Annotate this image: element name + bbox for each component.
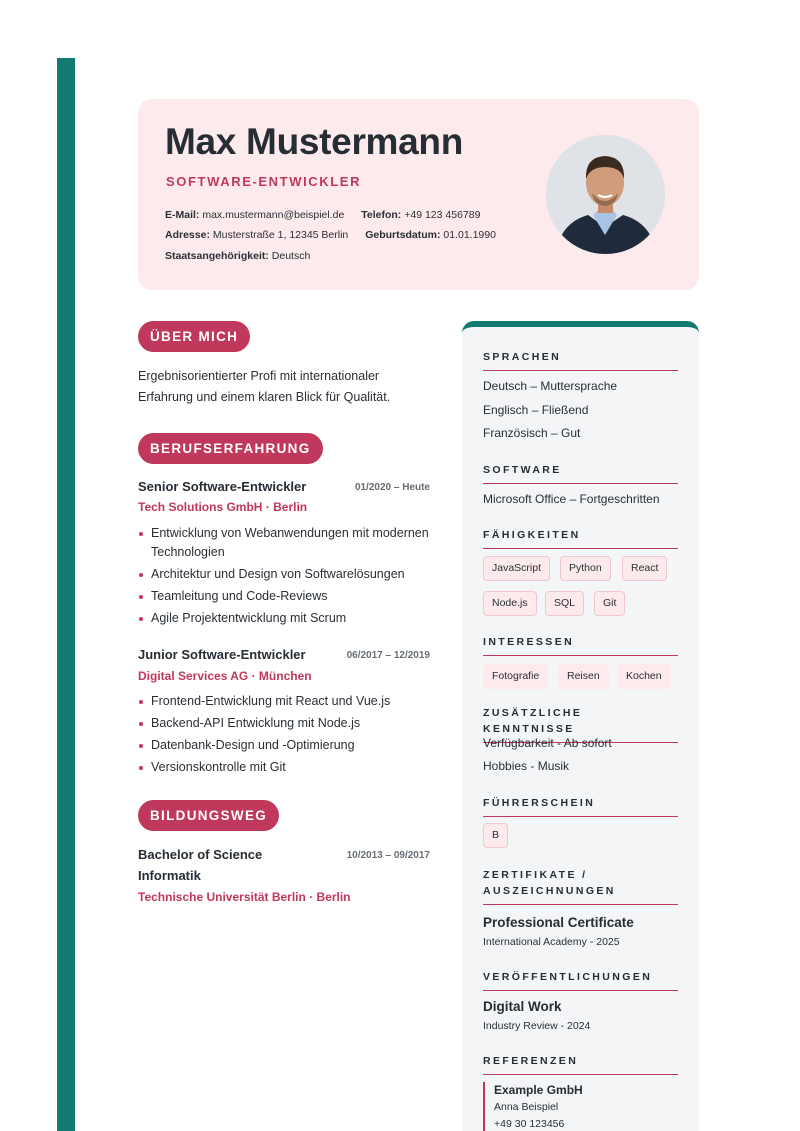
extra-item: Verfügbarkeit - Ab sofort [483,736,612,750]
skill-tag: JavaScript [483,556,550,581]
interest-tag: Fotografie [483,664,548,689]
education-school: Technische Universität Berlin · Berlin [138,890,351,904]
interest-tag: Reisen [558,664,609,689]
birth-label: Geburtsdatum: [365,229,441,241]
nationality-label: Staatsangehörigkeit: [165,250,269,262]
education-heading: BILDUNGSWEG [138,800,279,831]
languages-heading: SPRACHEN [483,349,678,371]
interests-heading: INTERESSEN [483,634,678,656]
job-bullet: Versionskontrolle mit Git [138,758,438,777]
publication-title: Digital Work [483,999,562,1014]
about-line: Ergebnisorientierter Profi mit internationaler [138,369,380,383]
language-item: Deutsch – Muttersprache [483,379,618,393]
degree-subject: Informatik [138,868,201,883]
job-title: Senior Software-Entwickler [138,479,307,494]
job-bullet: Frontend-Entwicklung mit React und Vue.js [138,692,438,711]
sidebar [462,321,699,1131]
person-name: Max Mustermann [165,121,464,162]
job-bullet: Datenbank-Design und -Optimierung [138,736,438,755]
degree-title: Bachelor of Science [138,847,263,862]
software-item: Microsoft Office – Fortgeschritten [483,492,660,506]
email-label: E-Mail: [165,209,200,221]
certificates-heading-line: AUSZEICHNUNGEN [483,885,616,897]
certificate-sub: International Academy - 2025 [483,936,620,948]
profile-photo [546,135,665,254]
experience-heading: BERUFSERFAHRUNG [138,433,323,464]
license-tag: B [483,823,508,848]
reference-company: Example GmbH [494,1083,583,1097]
profile-header [138,99,699,290]
job-role: SOFTWARE-ENTWICKLER [166,174,362,189]
license-heading: FÜHRERSCHEIN [483,795,678,817]
language-item: Englisch – Fließend [483,403,589,417]
interest-tag: Kochen [617,664,671,689]
skill-tag: SQL [545,591,584,616]
reference-person: Anna Beispiel [494,1101,559,1113]
left-accent-bar [57,58,75,1131]
contact-row-1 [165,209,480,221]
job-date: 01/2020 – Heute [354,482,430,493]
phone-label: Telefon: [361,209,402,221]
extra-knowledge-heading: ZUSÄTZLICHE KENNTNISSE [483,705,678,743]
job-bullet-list [138,692,438,780]
address-value: Musterstraße 1, 12345 Berlin [212,229,349,241]
about-line: Erfahrung und einem klaren Blick für Qualität. [138,390,391,404]
about-heading: ÜBER MICH [138,321,250,352]
job-bullet: Teamleitung und Code-Reviews [138,587,438,606]
reference-entry [483,1082,583,1131]
job-company: Digital Services AG · München [138,669,312,683]
publications-heading: VERÖFFENTLICHUNGEN [483,969,678,991]
skill-tag: Git [594,591,625,616]
software-heading: SOFTWARE [483,462,678,484]
reference-phone: +49 30 123456 [494,1118,565,1130]
certificates-heading-line: ZERTIFIKATE / [483,869,588,881]
job-title: Junior Software-Entwickler [138,647,306,662]
job-bullet: Entwicklung von Webanwendungen mit modernen Technologien [138,524,438,562]
job-bullet: Agile Projektentwicklung mit Scrum [138,609,438,628]
job-date: 06/2017 – 12/2019 [346,650,430,661]
birth-value: 01.01.1990 [443,229,496,241]
certificate-title: Professional Certificate [483,915,634,930]
phone-value: +49 123 456789 [404,209,481,221]
job-company: Tech Solutions GmbH · Berlin [138,500,308,514]
skill-tag: Python [560,556,611,581]
publication-sub: Industry Review - 2024 [483,1020,591,1032]
email-value: max.mustermann@beispiel.de [202,209,345,221]
skill-tag: React [622,556,667,581]
certificates-heading [483,867,678,905]
skill-tag: Node.js [483,591,537,616]
nationality-value: Deutsch [271,250,311,262]
skills-heading: FÄHIGKEITEN [483,527,678,549]
job-bullet: Backend-API Entwicklung mit Node.js [138,714,438,733]
contact-row-3 [165,250,310,262]
extra-item: Hobbies - Musik [483,759,570,773]
education-date: 10/2013 – 09/2017 [346,850,430,861]
about-text [138,366,390,408]
job-bullet: Architektur und Design von Softwarelösungen [138,565,438,584]
contact-row-2 [165,229,496,241]
references-heading: REFERENZEN [483,1053,678,1075]
address-label: Adresse: [165,229,210,241]
job-bullet-list [138,524,438,631]
language-item: Französisch – Gut [483,426,581,440]
